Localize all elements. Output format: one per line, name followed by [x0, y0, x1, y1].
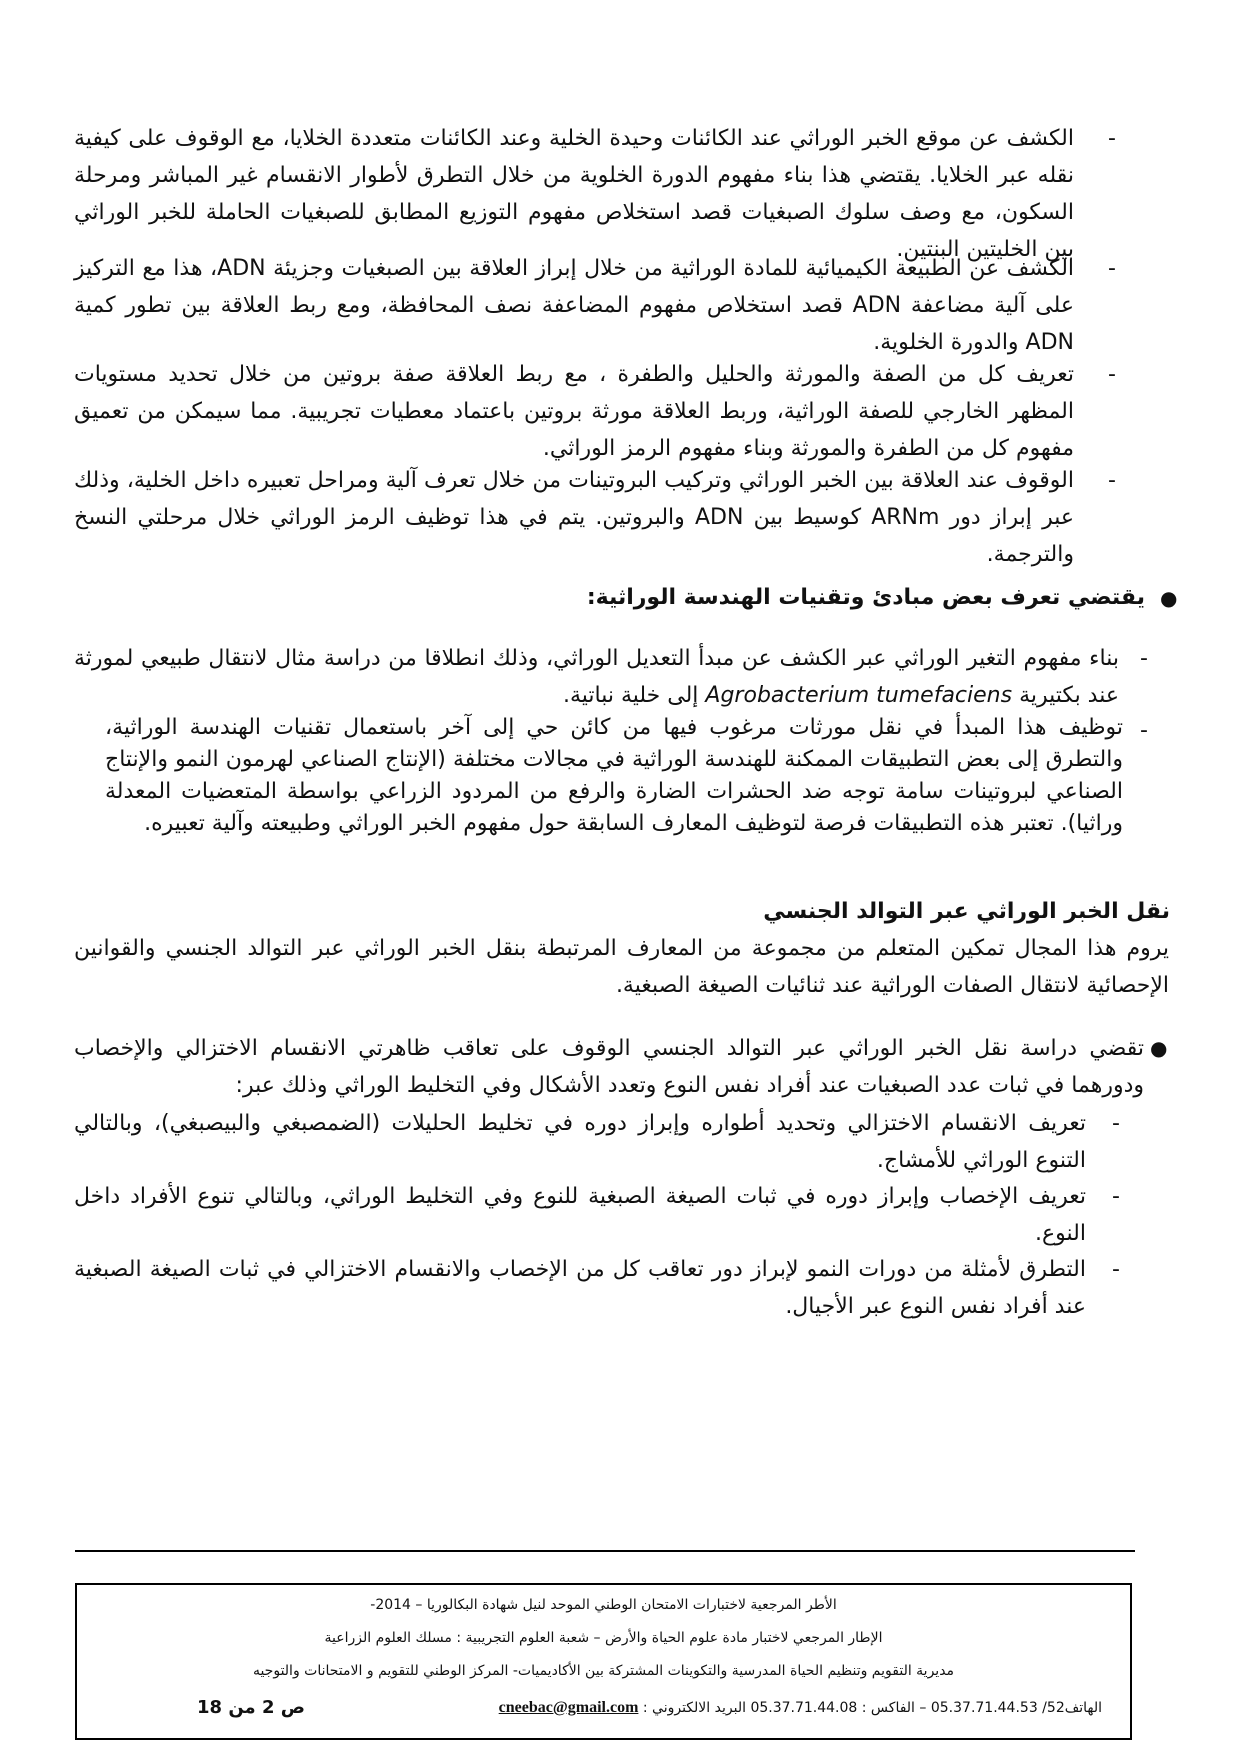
section-c-intro: يروم هذا المجال تمكين المتعلم من مجموعة من المعارف المرتبطة بنقل الخبر الوراثي عبر التوالد الجنسي والقوانين الإحصائية لانتقال الصفات الوراثية عند ثنائيات الصيغة الصبغية.	[74, 936, 1169, 998]
bullet-dot-icon: ●	[1160, 586, 1178, 610]
dash-marker: -	[1112, 1111, 1120, 1136]
dash-marker: -	[1108, 256, 1116, 281]
item-c1: تعريف الانقسام الاختزالي وتحديد أطواره وإبراز دوره في تخليط الحليلات (الضمصبغي والبيصبغي)، وبالتالي التنوع الوراثي للأمشاج.	[74, 1111, 1086, 1173]
footer-divider	[75, 1550, 1135, 1552]
section-c-bullet: تقضي دراسة نقل الخبر الوراثي عبر التوالد الجنسي الوقوف على تعاقب ظاهرتي الانقسام الاختزالي والإخصاب ودورهما في ثبات عدد الصبغيات عند أفراد نفس النوع وتعدد الأشكال وفي التخليط الوراثي وذلك عبر:	[74, 1036, 1144, 1098]
dash-marker: -	[1108, 362, 1116, 387]
bullet-dot-icon: ●	[1150, 1036, 1168, 1060]
item-c2: تعريف الإخصاب وإبراز دوره في ثبات الصيغة الصبغية للنوع وفي التخليط الوراثي، وبالتالي تنوع الأفراد داخل النوع.	[74, 1184, 1086, 1246]
footer-line-1: الأطر المرجعية لاختبارات الامتحان الوطني الموحد لنيل شهادة البكالوريا – 2014-	[370, 1597, 837, 1613]
item-b1	[74, 640, 1119, 714]
footer-line-2: الإطار المرجعي لاختبار مادة علوم الحياة والأرض – شعبة العلوم التجريبية : مسلك العلوم الزراعية	[324, 1630, 883, 1646]
item-a2: الكشف عن الطبيعة الكيميائية للمادة الوراثية من خلال إبراز العلاقة بين الصبغيات وجزيئة ADN، هذا مع التركيز على آلية مضاعفة ADN قصد استخلاص مفهوم المضاعفة نصف المحافظة، ومع ربط العلاقة بين تطور كمية ADN والدورة الخلوية.	[74, 256, 1075, 355]
item-b1-text-start: بناء مفهوم التغير الوراثي عبر الكشف عن مبدأ التعديل الوراثي، وذلك انطلاقا من دراسة مثال لانتقال طبيعي لمورثة عند بكتيرية	[74, 646, 1119, 708]
item-b1-text-end: إلى خلية نباتية.	[562, 683, 706, 708]
footer-line-3: مديرية التقويم وتنظيم الحياة المدرسية والتكوينات المشتركة بين الأكاديميات- المركز الوطني للتقويم و الامتحانات والتوجيه	[252, 1663, 955, 1679]
dash-marker: -	[1140, 646, 1148, 671]
footer-contact	[347, 1699, 1102, 1717]
section-c-heading: نقل الخبر الوراثي عبر التوالد الجنسي	[763, 899, 1170, 924]
footer-contact-text: الهاتف52/ 05.37.71.44.53 – الفاكس : 05.37.71.44.08 البريد الالكتروني :	[642, 1700, 1102, 1716]
dash-marker: -	[1108, 126, 1116, 151]
item-c3: التطرق لأمثلة من دورات النمو لإبراز دور تعاقب كل من الإخصاب والانقسام الاختزالي في ثبات الصيغة الصبغية عند أفراد نفس النوع عبر الأجيال.	[74, 1257, 1086, 1319]
page-number: ص 2 من 18	[197, 1697, 305, 1718]
item-b2: توظيف هذا المبدأ في نقل مورثات مرغوب فيها من كائن حي إلى آخر باستعمال تقنيات الهندسة الوراثية، والتطرق إلى بعض التطبيقات الممكنة للهندسة الوراثية في مجالات مختلفة (الإنتاج الصناعي لهرمون النمو والإنتاج الصناعي لبروتينات سامة توجه ضد الحشرات الضارة والرفع من المردود الزراعي بواسطة المتعضيات المعدلة وراثيا). تعتبر هذه التطبيقات فرصة لتوظيف المعارف السابقة حول مفهوم الخبر الوراثي وطبيعته وآلية تعبيره.	[105, 715, 1123, 836]
item-a1: الكشف عن موقع الخبر الوراثي عند الكائنات وحيدة الخلية وعند الكائنات متعددة الخلايا، مع الوقوف على كيفية نقله عبر الخلايا. يقتضي هذا بناء مفهوم الدورة الخلوية من خلال التطرق لأطوار الانقسام غير المباشر ومرحلة السكون، مع وصف سلوك الصبغيات قصد استخلاص مفهوم التوزيع المطابق للصبغيات الحاملة للخبر الوراثي بين الخليتين البنتين.	[74, 126, 1074, 262]
section-b-heading: يقتضي تعرف بعض مبادئ وتقنيات الهندسة الوراثية:	[586, 585, 1145, 610]
footer-contact-row	[77, 1697, 1130, 1725]
item-a4: الوقوف عند العلاقة بين الخبر الوراثي وتركيب البروتينات من خلال تعرف آلية ومراحل تعبيره داخل الخلية، وذلك عبر إبراز دور ARNm كوسيط بين ADN والبروتين. يتم في هذا توظيف الرمز الوراثي خلال مرحلتي النسخ والترجمة.	[74, 468, 1074, 567]
dash-marker: -	[1112, 1184, 1120, 1209]
species-name: Agrobacterium tumefaciens	[705, 683, 1013, 708]
item-a3: تعريف كل من الصفة والمورثة والحليل والطفرة ، مع ربط العلاقة صفة بروتين من خلال تحديد مستويات المظهر الخارجي للصفة الوراثية، وربط العلاقة مورثة بروتين باعتماد معطيات تجريبية. مما سيمكن من تعميق مفهوم كل من الطفرة والمورثة وبناء مفهوم الرمز الوراثي.	[74, 362, 1074, 461]
email-link[interactable]: cneebac@gmail.com	[498, 1699, 639, 1716]
dash-marker: -	[1108, 468, 1116, 493]
dash-marker: -	[1140, 718, 1148, 743]
footer-box	[75, 1583, 1132, 1740]
dash-marker: -	[1112, 1257, 1120, 1282]
